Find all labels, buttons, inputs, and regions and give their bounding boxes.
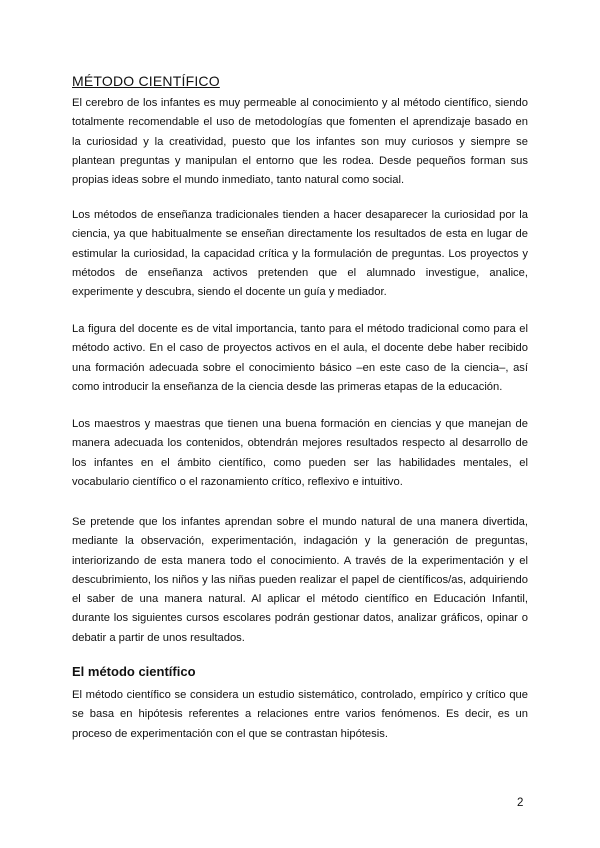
subsection-heading: El método científico [72,664,196,679]
paragraph-traditional-methods: Los métodos de enseñanza tradicionales tienden a hacer desaparecer la curiosidad por la ciencia, ya que habitualmente se enseñan directamente los resultados de esta en lugar de estimular la curiosidad, la capacidad crítica y la formulación de preguntas. Los proyectos y métodos de enseñanza activos pretenden que el alumnado investigue, analice, experimente y descubra, siendo el docente un guía y mediador. [72,209,528,299]
paragraph-teacher-role: La figura del docente es de vital importancia, tanto para el método tradicional como para el método activo. En el caso de proyectos activos en el aula, el docente debe haber recibido una formación adecuada sobre el conocimiento básico –en este caso de la ciencia–, así como introducir la enseñanza de la ciencia desde las primeras etapas de la educación. [72,323,528,393]
paragraph-method-definition: El método científico se considera un estudio sistemático, controlado, empírico y crítico que se basa en hipótesis referentes a relaciones entre varios fenómenos. Es decir, es un proceso de experimentación con el que se contrastan hipótesis. [72,689,528,740]
paragraph-learning-goals: Se pretende que los infantes aprendan sobre el mundo natural de una manera divertida, mediante la observación, experimentación, indagación y la generación de preguntas, interiorizando de esta manera todo el conocimiento. A través de la experimentación y el descubrimiento, los niños y las niñas pueden realizar el papel de científicos/as, adquiriendo el saber de una manera natural. Al aplicar el método científico en Educación Infantil, durante los siguientes cursos escolares podrán gestionar datos, analizar gráficos, opinar o debatir a partir de unos resultados. [72,516,528,644]
paragraph-intro: El cerebro de los infantes es muy permeable al conocimiento y al método científico, siendo totalmente recomendable el uso de metodologías que fomenten el aprendizaje basado en la curiosidad y la creatividad, puesto que los infantes son muy curiosos y siempre se plantean preguntas y manipulan el entorno que les rodea. Desde pequeños forman sus propias ideas sobre el mundo inmediato, tanto natural como social. [72,97,528,187]
paragraph-teacher-training: Los maestros y maestras que tienen una buena formación en ciencias y que manejan de manera adecuada los contenidos, obtendrán mejores resultados respecto al desarrollo de los infantes en el ámbito científico, como pueden ser las habilidades mentales, el vocabulario científico o el razonamiento crítico, reflexivo e intuitivo. [72,418,528,488]
section-title: MÉTODO CIENTÍFICO [72,73,220,89]
page-number: 2 [517,797,524,809]
